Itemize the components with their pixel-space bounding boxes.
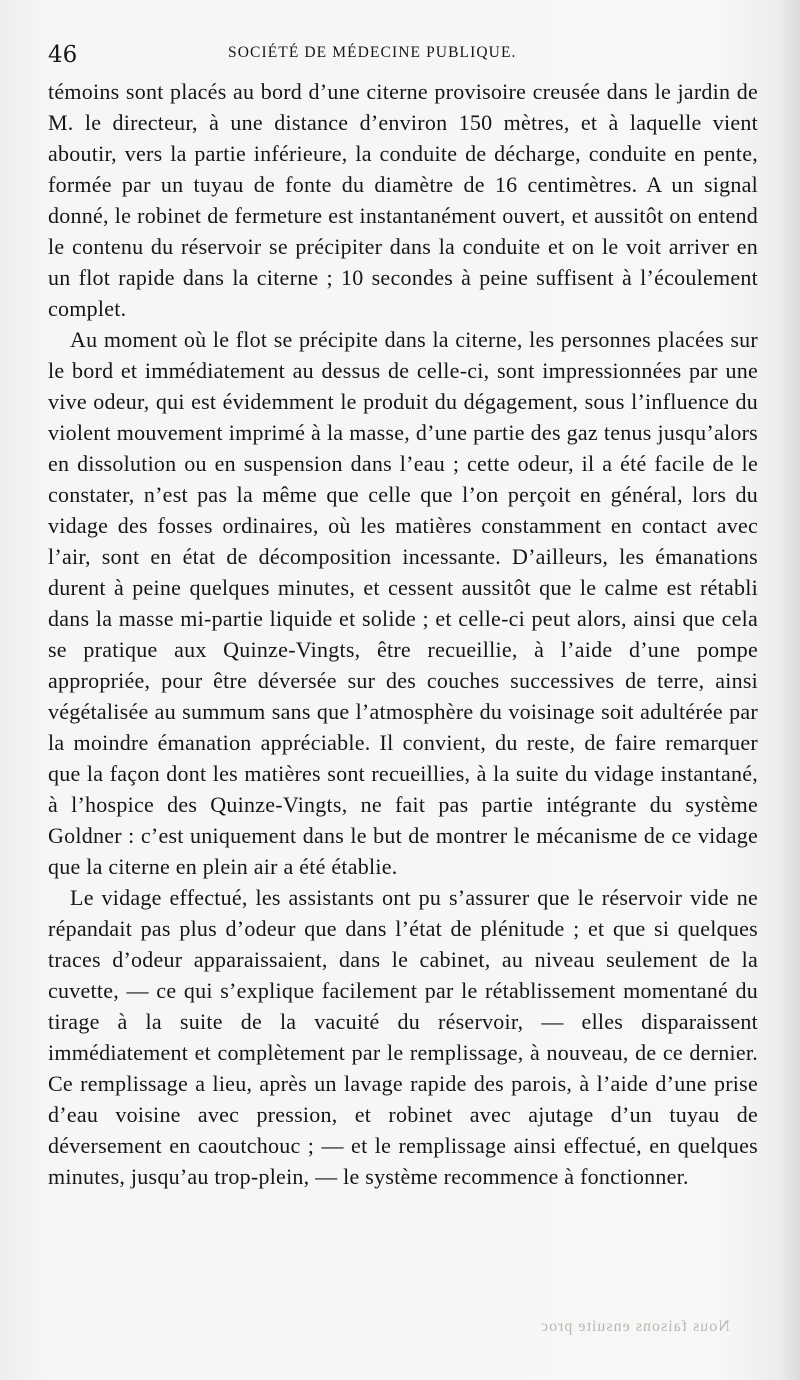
running-title: SOCIÉTÉ DE MÉDECINE PUBLIQUE. bbox=[228, 44, 517, 61]
body-text bbox=[48, 76, 758, 1192]
page-edge-shadow bbox=[778, 0, 800, 1380]
paragraph-continuation: témoins sont placés au bord d’une citerne provisoire creusée dans le jardin de M. le directeur, à une distance d’environ 150 mètres, et à laquelle vient aboutir, vers la partie inférieure, la conduite de décharge, conduite en pente, formée par un tuyau de fonte du diamètre de 16 centimètres. A un signal donné, le robinet de fermeture est instantanément ouvert, et aussitôt on entend le contenu du réservoir se précipiter dans la conduite et on le voit arriver en un flot rapide dans la citerne ; 10 secondes à peine suffisent à l’écoulement complet. bbox=[48, 79, 758, 321]
paragraph: Au moment où le flot se précipite dans la citerne, les personnes placées sur le bord et immédiatement au dessus de celle-ci, sont impressionnées par une vive odeur, qui est évidemment le produit du dégagement, sous l’influence du violent mouvement imprimé à la masse, d’une partie des gaz tenus jusqu’alors en dissolution ou en suspension dans l’eau ; cette odeur, il a été facile de le constater, n’est pas la même que celle que l’on perçoit en général, lors du vidage des fosses ordinaires, où les matières constamment en contact avec l’air, sont en état de décomposition incessante. D’ailleurs, les émanations durent à peine quelques minutes, et cessent aussitôt que le calme est rétabli dans la masse mi-partie liquide et solide ; et celle-ci peut alors, ainsi que cela se pratique aux Quinze-Vingts, être recueillie, à l’aide d’une pompe appropriée, pour être déversée sur des couches successives de terre, ainsi végétalisée au summum sans que l’atmosphère du voisinage soit adultérée par la moindre émanation appréciable. Il convient, du reste, de faire remarquer que la façon dont les matières sont recueillies, à la suite du vidage instantané, à l’hospice des Quinze-Vingts, ne fait pas partie intégrante du système Goldner : c’est uniquement dans le but de montrer le mécanisme de ce vidage que la citerne en plein air a été établie. bbox=[48, 327, 758, 879]
running-head bbox=[48, 32, 760, 68]
bleed-through-text: Nous faisons ensuite proc bbox=[540, 1318, 730, 1335]
page-number: 46 bbox=[48, 42, 78, 68]
paragraph: Le vidage effectué, les assistants ont pu s’assurer que le réservoir vide ne répandait pas plus d’odeur que dans l’état de plénitude ; et que si quelques traces d’odeur apparaissaient, dans le cabinet, au niveau seulement de la cuvette, — ce qui s’explique facilement par le rétablissement momentané du tirage à la suite de la vacuité du réservoir, — elles disparaissent immédiatement et complètement par le remplissage, à nouveau, de ce dernier. Ce remplissage a lieu, après un lavage rapide des parois, à l’aide d’une prise d’eau voisine avec pression, et robinet avec ajutage d’un tuyau de déversement en caoutchouc ; — et le remplissage ainsi effectué, en quelques minutes, jusqu’au trop-plein, — le système recommence à fonctionner. bbox=[48, 885, 758, 1189]
